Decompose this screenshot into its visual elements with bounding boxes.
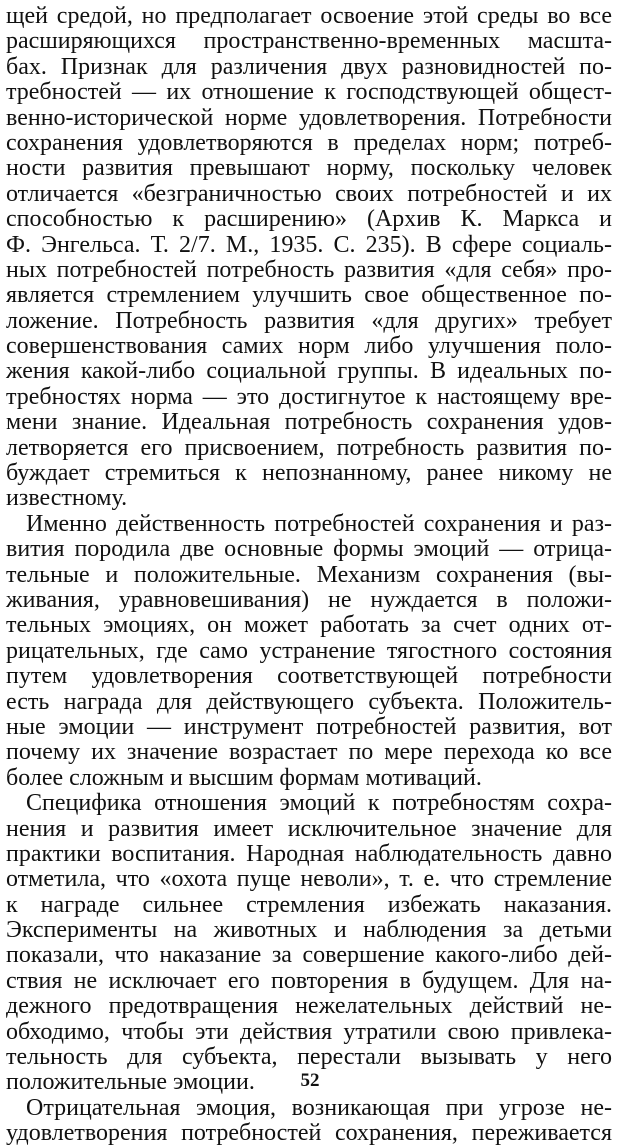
text-line: Эксперименты на животных и наблюдения за детьми — [6, 917, 612, 944]
text-line: к награде сильнее стремления избежать наказания. — [6, 891, 612, 918]
text-line: мени знание. Идеальная потребность сохранения удов- — [6, 409, 612, 436]
text-line: является стремлением улучшить свое общественное по- — [6, 282, 612, 309]
text-line: живания, уравновешивания) не нуждается в положи- — [6, 586, 612, 613]
text-line: нения и развития имеет исключительное значение для — [6, 815, 612, 842]
text-line: ные эмоции — инструмент потребностей развития, вот — [6, 713, 612, 740]
text-line: вития породила две основные формы эмоций — отрица- — [6, 536, 612, 563]
text-line: ложение. Потребность развития «для других» требует — [6, 307, 612, 334]
text-line: положительные эмоции. — [6, 1069, 255, 1096]
text-line: расширяющихся пространственно-временных масшта- — [6, 28, 612, 55]
text-line: рицательных, где само устранение тягостного состояния — [6, 637, 612, 664]
text-line: показали, что наказание за совершение какого-либо дей- — [6, 942, 612, 969]
text-line: венно-исторической норме удовлетворения. Потребности — [6, 104, 612, 131]
text-line: отличается «безграничностью своих потребностей и их — [6, 180, 612, 207]
text-line: ствия не исключает его повторения в будущем. Для на- — [6, 967, 612, 994]
text-line: обходимо, чтобы эти действия утратили свою привлека- — [6, 1018, 612, 1045]
text-line: дежного предотвращения нежелательных действий не- — [6, 993, 612, 1020]
text-line: есть награда для действующего субъекта. Положитель- — [6, 688, 612, 715]
text-line: известному. — [6, 485, 128, 512]
text-line: совершенствования самих норм либо улучшения поло- — [6, 333, 612, 360]
text-line: бах. Признак для различения двух разновидностей по- — [6, 53, 612, 80]
text-line: удовлетворения потребностей сохранения, переживается — [6, 1120, 612, 1147]
text-line: тельных эмоциях, он может работать за счет одних от- — [6, 612, 612, 639]
text-line: жения какой-либо социальной группы. В идеальных по- — [6, 358, 612, 385]
text-line: Именно действенность потребностей сохранения и раз- — [26, 510, 612, 537]
text-line: требностях норма — это достигнутое к настоящему вре- — [6, 383, 612, 410]
text-line: летворяется его присвоением, потребность развития по- — [6, 434, 612, 461]
text-line: Ф. Энгельса. Т. 2/7. М., 1935. С. 235). В сфере социаль- — [6, 231, 612, 258]
text-line: требностей — их отношение к господствующей общест- — [6, 79, 612, 106]
text-line: почему их значение возрастает по мере перехода ко все — [6, 739, 612, 766]
text-line: ности развития превышают норму, поскольку человек — [6, 155, 612, 182]
page-number: 52 — [300, 1070, 320, 1091]
text-line: тельность для субъекта, перестали вызывать у него — [6, 1044, 612, 1071]
text-line: отметила, что «охота пуще неволи», т. е. что стремление — [6, 866, 612, 893]
text-line: тельные и положительные. Механизм сохранения (вы- — [6, 561, 612, 588]
text-line: ных потребностей потребность развития «для себя» про- — [6, 256, 612, 283]
text-line: буждает стремиться к непознанному, ранее никому не — [6, 460, 612, 487]
text-line: Отрицательная эмоция, возникающая при угрозе не- — [26, 1094, 612, 1121]
text-line: Специфика отношения эмоций к потребностям сохра- — [26, 790, 612, 817]
text-line: более сложным и высшим формам мотиваций. — [6, 764, 482, 791]
text-line: путем удовлетворения соответствующей потребности — [6, 663, 612, 690]
text-line: сохранения удовлетворяются в пределах норм; потреб- — [6, 129, 612, 156]
body-text — [6, 4, 612, 1147]
text-line: щей средой, но предполагает освоение этой среды во все — [6, 3, 612, 29]
text-line: практики воспитания. Народная наблюдательность давно — [6, 840, 612, 867]
text-line: способностью к расширению» (Архив К. Маркса и — [6, 206, 612, 233]
